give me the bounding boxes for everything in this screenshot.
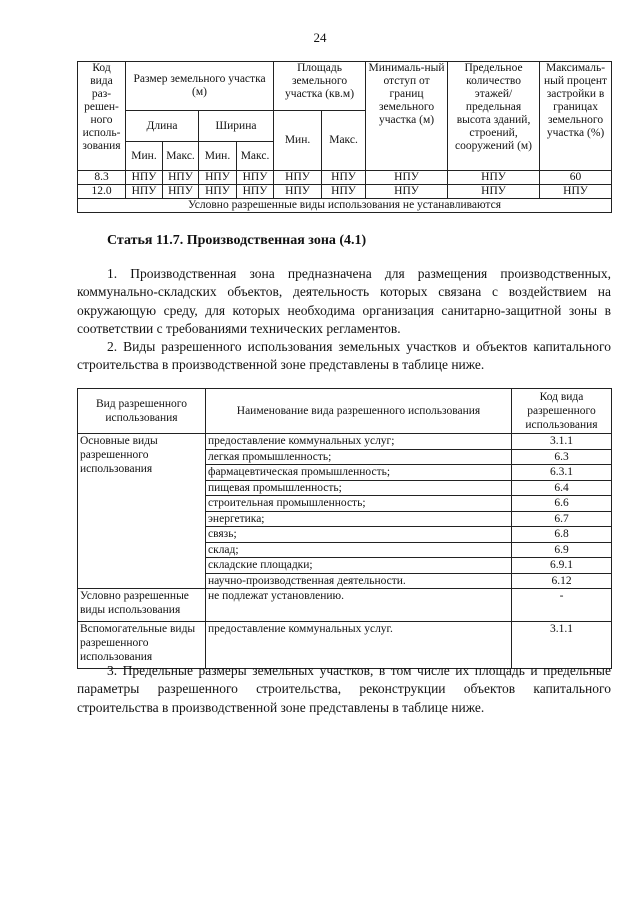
- header-use-name: Наименование вида разрешенного использования: [206, 389, 512, 434]
- table-row: [78, 171, 612, 185]
- cell: НПУ: [448, 185, 540, 199]
- header-width-min: Мин.: [199, 142, 237, 171]
- parameters-table: [77, 61, 612, 213]
- header-length-min: Мин.: [126, 142, 163, 171]
- header-width: Ширина: [199, 111, 274, 142]
- cell: 60: [540, 171, 612, 185]
- cell: НПУ: [540, 185, 612, 199]
- cell: НПУ: [322, 171, 366, 185]
- use-name: предоставление коммунальных услуг;: [206, 434, 512, 450]
- cell: НПУ: [199, 185, 237, 199]
- header-code: Код вида раз-решен-ного исполь-зования: [78, 62, 126, 171]
- header-length-max: Макс.: [163, 142, 199, 171]
- use-name: связь;: [206, 527, 512, 543]
- cell: НПУ: [199, 171, 237, 185]
- header-floors: Предельное количество этажей/ предельная высота зданий, строений, сооружений (м): [448, 62, 540, 171]
- header-use-type: Вид разрешенного использования: [78, 389, 206, 434]
- table-footer-note: Условно разрешенные виды использования не устанавливаются: [78, 199, 612, 213]
- use-name: легкая промышленность;: [206, 449, 512, 465]
- header-length: Длина: [126, 111, 199, 142]
- cell: НПУ: [163, 171, 199, 185]
- use-name: не подлежат установлению.: [206, 589, 512, 622]
- cell: НПУ: [163, 185, 199, 199]
- cell: НПУ: [237, 185, 274, 199]
- cell: НПУ: [366, 171, 448, 185]
- header-setback: Минималь-ный отступ от границ земельного участка (м): [366, 62, 448, 171]
- cell: НПУ: [448, 171, 540, 185]
- paragraph-2: 2. Виды разрешенного использования земельных участков и объектов капитального строительства в производственной зоне представлены в таблице ниже.: [77, 339, 611, 373]
- use-code: 6.9.1: [512, 558, 612, 574]
- use-name: склад;: [206, 542, 512, 558]
- cell: НПУ: [126, 185, 163, 199]
- use-code: 6.7: [512, 511, 612, 527]
- cell: 12.0: [78, 185, 126, 199]
- use-code: -: [512, 589, 612, 622]
- use-name: складские площадки;: [206, 558, 512, 574]
- header-area: Площадь земельного участка (кв.м): [274, 62, 366, 111]
- permitted-use-table: [77, 388, 612, 669]
- cell: НПУ: [126, 171, 163, 185]
- header-coverage: Максималь-ный процент застройки в границах земельного участка (%): [540, 62, 612, 171]
- use-name: пищевая промышленность;: [206, 480, 512, 496]
- cell: НПУ: [274, 185, 322, 199]
- table-row: [78, 589, 612, 622]
- use-name: научно-производственная деятельности.: [206, 573, 512, 589]
- header-area-min: Мин.: [274, 111, 322, 171]
- use-code: 6.12: [512, 573, 612, 589]
- main-uses-label: Основные виды разрешенного использования: [78, 434, 206, 589]
- paragraph-3: 3. Предельные размеры земельных участков, в том числе их площадь и предельные параметры разрешенного строительства, реконструкции объектов капитального строительства в производственной зоне представлены в таблице ниже.: [77, 663, 611, 715]
- use-name: фармацевтическая промышленность;: [206, 465, 512, 481]
- use-name: энергетика;: [206, 511, 512, 527]
- paragraph-1: 1. Производственная зона предназначена для размещения производственных, коммунально-складских объектов, деятельность которых связана с воздействием на окружающую среду, для которых необходима организация санитарно-защитной зоны в соответствии с требованиями технических регламентов.: [77, 266, 611, 336]
- header-area-max: Макс.: [322, 111, 366, 171]
- cell: НПУ: [366, 185, 448, 199]
- use-code: 6.3.1: [512, 465, 612, 481]
- header-use-code: Код вида разрешенного использования: [512, 389, 612, 434]
- cell: НПУ: [274, 171, 322, 185]
- use-code: 6.6: [512, 496, 612, 512]
- header-width-max: Макс.: [237, 142, 274, 171]
- use-code: 3.1.1: [512, 434, 612, 450]
- conditional-uses-label: Условно разрешенные виды использования: [78, 589, 206, 622]
- table-row: [78, 434, 612, 450]
- cell: НПУ: [322, 185, 366, 199]
- auxiliary-uses-label: Вспомогательные виды разрешенного использования: [78, 622, 206, 669]
- use-code: 6.4: [512, 480, 612, 496]
- table-row: [78, 185, 612, 199]
- use-code: 6.3: [512, 449, 612, 465]
- use-name: предоставление коммунальных услуг.: [206, 622, 512, 669]
- use-code: 6.8: [512, 527, 612, 543]
- page-number: 24: [313, 30, 327, 45]
- header-size: Размер земельного участка (м): [126, 62, 274, 111]
- use-name: строительная промышленность;: [206, 496, 512, 512]
- use-code: 6.9: [512, 542, 612, 558]
- cell: 8.3: [78, 171, 126, 185]
- article-heading: Статья 11.7. Производственная зона (4.1): [107, 233, 367, 248]
- use-code: 3.1.1: [512, 622, 612, 669]
- cell: НПУ: [237, 171, 274, 185]
